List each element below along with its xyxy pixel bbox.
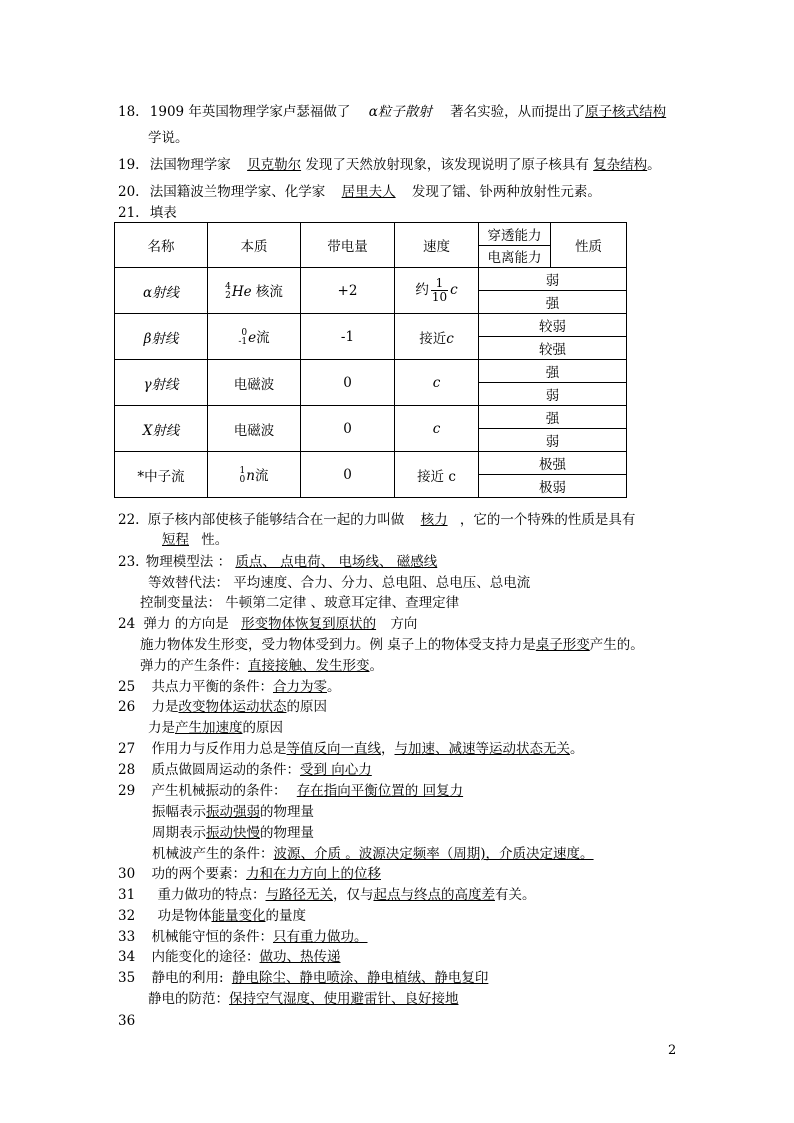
row-x-nature: 电磁波 [208,406,301,452]
becquerel-answer: 贝克勒尔 [247,157,302,173]
row-gamma-speed: c [395,360,479,406]
complex-structure-answer: 复杂结构 [593,157,648,173]
item-28: 28 质点做圆周运动的条件：受到 向心力 [118,762,372,778]
row-x-p2: 弱 [479,429,627,452]
header-nature: 本质 [208,223,301,268]
nuclear-model-answer: 原子核式结构 [585,104,667,120]
page-number: 2 [668,1043,677,1058]
item-21: 21. 填表 [118,205,177,221]
row-alpha-p2: 强 [479,291,627,314]
item-24-line3: 弹力的产生条件：直接接触、发生形变。 [140,658,383,674]
item-23-line3: 控制变量法： 牛顿第二定律 、玻意耳定律、查理定律 [140,595,460,611]
row-alpha-nature: 4 2 He 核流 [208,268,301,314]
item-24: 24 弹力 的方向是 形变物体恢复到原状的 方向 [118,616,418,632]
row-alpha-speed: 约 $\frac{1}{10}$ c [395,268,479,314]
row-alpha-p1: 弱 [479,268,627,291]
row-x-p1: 强 [479,406,627,429]
row-beta-name: β射线 [115,314,208,360]
item-23: 23. 物理模型法 ： 质点、 点电荷、 电场线、 磁感线 [118,554,438,570]
item-33: 33 机械能守恒的条件：只有重力做功。 [118,929,368,945]
row-neutron-p1: 极强 [479,452,627,475]
item-35-line2: 静电的防范：保持空气湿度、使用避雷针、良好接地 [148,991,459,1007]
header-ionize: 电离能力 [479,245,551,268]
item-30: 30 功的两个要素：力和在力方向上的位移 [118,866,381,882]
row-neutron-nature: 1 0 n流 [208,452,301,498]
row-alpha-charge: +2 [301,268,395,314]
item-31: 31 重力做功的特点：与路径无关，仅与起点与终点的高度差有关。 [118,887,536,903]
row-beta-p1: 较弱 [479,314,627,337]
alpha-scattering: α粒子散射 [368,104,432,120]
row-gamma-p2: 弱 [479,383,627,406]
item-29-line2: 振幅表示振动强弱的物理量 [152,804,314,820]
row-neutron-charge: 0 [301,452,395,498]
nuclear-force-answer: 核力 [420,512,448,528]
item-26-line2: 力是产生加速度的原因 [148,720,283,736]
item-25: 25 共点力平衡的条件：合力为零。 [118,679,341,695]
item-34: 34 内能变化的途径：做功、热传递 [118,949,341,965]
item-18: 18. 1909 年英国物理学家卢瑟福做了 α粒子散射 著名实验，从而提出了原子核式结构 [118,104,667,120]
item-32: 32 功是物体能量变化的量度 [118,908,306,924]
item-20: 20. 法国籍波兰物理学家、化学家 居里夫人 发现了镭、钋两种放射性元素。 [118,184,601,200]
row-gamma-charge: 0 [301,360,395,406]
row-neutron-name: *中子流 [115,452,208,498]
row-beta-speed: 接近c [395,314,479,360]
row-x-speed: c [395,406,479,452]
item-24-line2: 施力物体发生形变，受力物体受到力。例 桌子上的物体受支持力是桌子形变产生的。 [140,637,644,653]
header-penetrate: 穿透能力 [479,223,551,246]
row-beta-p2: 较强 [479,337,627,360]
row-beta-nature: 0 -1 e流 [208,314,301,360]
row-alpha-name: α射线 [115,268,208,314]
row-beta-charge: -1 [301,314,395,360]
row-x-name: X射线 [115,406,208,452]
item-18-cont: 学说。 [148,130,189,146]
item-22-cont: 短程 性。 [162,532,229,548]
item-29-line3: 周期表示振动快慢的物理量 [152,825,314,841]
curie-answer: 居里夫人 [341,184,396,200]
row-neutron-speed: 接近 c [395,452,479,498]
fraction-1-10: $\frac{1}{10}$ [431,276,448,304]
header-speed: 速度 [395,223,479,268]
item-19: 19. 法国物理学家 贝克勒尔 发现了天然放射现象，该发现说明了原子核具有 复杂结构。 [118,157,661,173]
item-35: 35 静电的利用: 静电除尘、静电喷涂、静电植绒、静电复印 [118,970,489,986]
row-neutron-p2: 极弱 [479,475,627,498]
row-gamma-p1: 强 [479,360,627,383]
header-name: 名称 [115,223,208,268]
item-29: 29 产生机械振动的条件： 存在指向平衡位置的 回复力 [118,783,464,799]
short-range-answer: 短程 [162,532,189,548]
item-26: 26 力是改变物体运动状态的原因 [118,699,327,715]
header-charge: 带电量 [301,223,395,268]
item-22: 22. 原子核内部使核子能够结合在一起的力叫做 核力 ，它的一个特殊的性质是具有 [118,512,636,528]
model-method-answer: 质点、 点电荷、 电场线、 磁感线 [235,554,438,570]
item-23-line2: 等效替代法： 平均速度、合力、分力、总电阻、总电压、总电流 [148,575,531,591]
row-gamma-name: γ射线 [115,360,208,406]
row-gamma-nature: 电磁波 [208,360,301,406]
elastic-direction-answer: 形变物体恢复到原状的 [241,616,377,632]
item-36: 36 [118,1013,136,1029]
header-prop: 性质 [551,223,627,268]
row-x-charge: 0 [301,406,395,452]
item-27: 27 作用力与反作用力总是等值反向一直线，与加速、减速等运动状态无关。 [118,741,584,757]
radiation-table [114,222,627,498]
item-29-line4: 机械波产生的条件：波源、介质 。波源决定频率（周期)，介质决定速度。 [152,846,594,862]
